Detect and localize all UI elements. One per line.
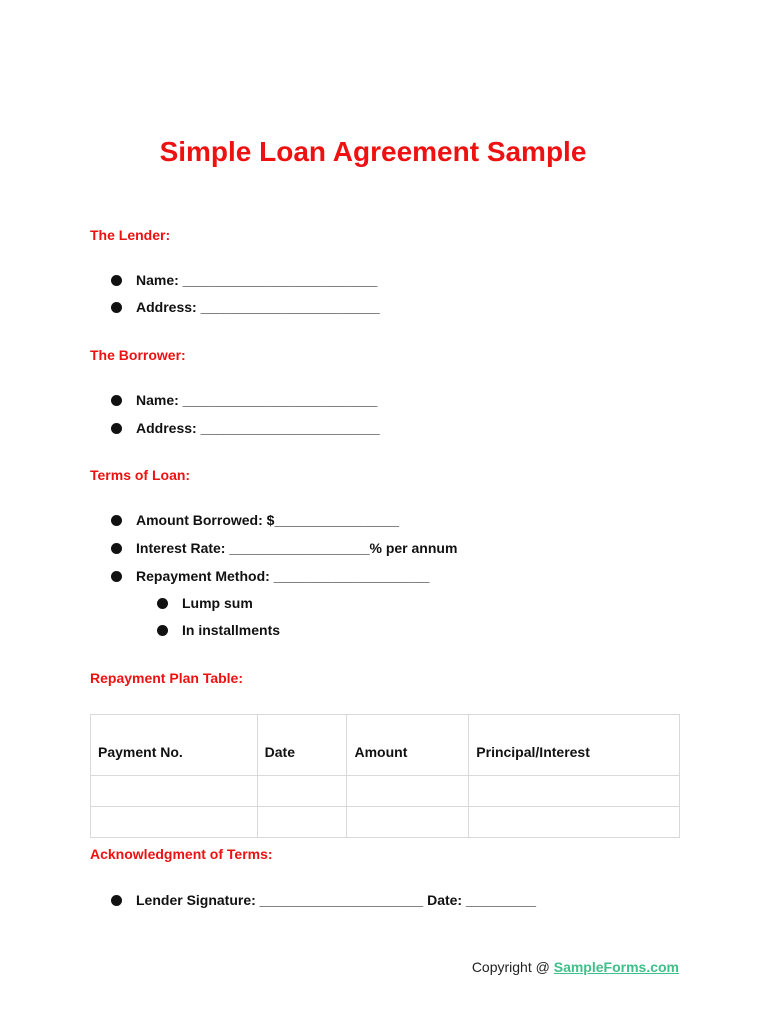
repayment-option-label: Lump sum — [182, 595, 253, 611]
bullet-icon — [157, 598, 168, 609]
lender-name-field[interactable]: Name: _________________________ — [136, 272, 378, 288]
table-cell[interactable] — [257, 807, 347, 838]
column-header-amount: Amount — [347, 715, 469, 776]
bullet-icon — [111, 895, 122, 906]
table-header-row — [91, 715, 680, 776]
lender-name-item — [111, 271, 377, 289]
table-cell[interactable] — [347, 807, 469, 838]
repayment-method-field[interactable]: Repayment Method: ____________________ — [136, 568, 430, 584]
table-cell[interactable] — [91, 776, 258, 807]
table-row — [91, 807, 680, 838]
terms-heading: Terms of Loan: — [90, 467, 191, 483]
amount-borrowed-item — [111, 511, 399, 529]
lender-signature-field[interactable]: Lender Signature: _____________________ Date: _________ — [136, 892, 537, 908]
repayment-option-label: In installments — [182, 622, 281, 638]
borrower-name-field[interactable]: Name: _________________________ — [136, 392, 378, 408]
borrower-address-item — [111, 419, 380, 437]
bullet-icon — [111, 395, 122, 406]
lender-address-item — [111, 298, 380, 316]
borrower-heading: The Borrower: — [90, 347, 186, 363]
bullet-icon — [111, 571, 122, 582]
repayment-method-item — [111, 567, 429, 585]
borrower-address-field[interactable]: Address: _______________________ — [136, 420, 380, 436]
borrower-name-item — [111, 391, 377, 409]
column-header-date: Date — [257, 715, 347, 776]
page-title: Simple Loan Agreement Sample — [159, 136, 587, 167]
table-cell[interactable] — [257, 776, 347, 807]
bullet-icon — [157, 625, 168, 636]
repayment-option-lump-sum — [157, 594, 253, 612]
table-cell[interactable] — [347, 776, 469, 807]
brand-link[interactable]: SampleForms.com — [553, 959, 679, 975]
table-cell[interactable] — [91, 807, 258, 838]
bullet-icon — [111, 275, 122, 286]
bullet-icon — [111, 515, 122, 526]
bullet-icon — [111, 423, 122, 434]
column-header-principal-interest: Principal/Interest — [469, 715, 680, 776]
table-cell[interactable] — [469, 776, 680, 807]
column-header-payment-no: Payment No. — [91, 715, 258, 776]
lender-signature-item — [111, 891, 536, 909]
repayment-plan-heading: Repayment Plan Table: — [90, 670, 244, 686]
lender-address-field[interactable]: Address: _______________________ — [136, 299, 380, 315]
interest-rate-item — [111, 539, 457, 557]
repayment-option-installments — [157, 621, 280, 639]
lender-heading: The Lender: — [90, 227, 171, 243]
copyright-text: Copyright @ — [471, 959, 554, 975]
repayment-plan-table — [90, 714, 680, 838]
interest-rate-field[interactable]: Interest Rate: __________________% per annum — [136, 540, 458, 556]
bullet-icon — [111, 302, 122, 313]
acknowledgment-heading: Acknowledgment of Terms: — [90, 846, 273, 862]
table-row — [91, 776, 680, 807]
table-cell[interactable] — [469, 807, 680, 838]
bullet-icon — [111, 543, 122, 554]
footer-copyright — [472, 958, 679, 976]
amount-borrowed-field[interactable]: Amount Borrowed: $________________ — [136, 512, 400, 528]
